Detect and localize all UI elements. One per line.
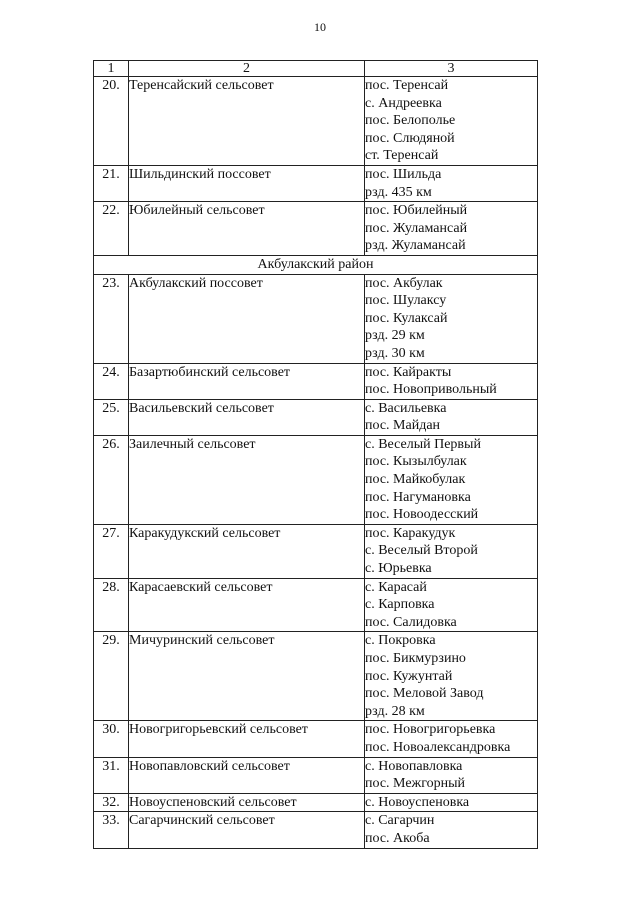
- settlement-name: пос. Шулаксу: [365, 293, 447, 309]
- settlements-cell: [365, 793, 538, 812]
- header-col-2: 2: [129, 61, 365, 77]
- settlement-name: пос. Нагумановка: [365, 489, 471, 505]
- council-name-text: Новоуспеновский сельсовет: [129, 794, 297, 810]
- settlement-name: пос. Слюдяной: [365, 130, 455, 146]
- row-number: 28.: [94, 578, 129, 632]
- row-number: 33.: [94, 812, 129, 848]
- council-name: [129, 274, 365, 363]
- row-number: 20.: [94, 77, 129, 166]
- table-row: [94, 721, 538, 757]
- settlement-name: пос. Акоба: [365, 830, 430, 846]
- settlement-name: с. Андреевка: [365, 95, 442, 111]
- settlement-name: с. Сагарчин: [365, 813, 435, 829]
- settlements-cell: [365, 363, 538, 399]
- table-row: [94, 757, 538, 793]
- council-name: [129, 77, 365, 166]
- council-name-text: Мичуринский сельсовет: [129, 633, 275, 649]
- table-row: [94, 202, 538, 256]
- settlement-name: ст. Теренсай: [365, 148, 439, 164]
- table-row: [94, 632, 538, 721]
- settlement-name: пос. Шильда: [365, 166, 442, 182]
- settlement-name: пос. Юбилейный: [365, 203, 468, 219]
- settlements-cell: [365, 812, 538, 848]
- row-number: 30.: [94, 721, 129, 757]
- council-name: [129, 757, 365, 793]
- settlements-cell: [365, 274, 538, 363]
- settlements-table: [93, 60, 538, 849]
- settlement-name: пос. Теренсай: [365, 78, 449, 93]
- settlement-name: рзд. 435 км: [365, 184, 432, 200]
- settlements-cell: [365, 757, 538, 793]
- settlement-name: пос. Кужунтай: [365, 668, 453, 684]
- council-name-text: Новопавловский сельсовет: [129, 758, 290, 774]
- row-number: 27.: [94, 524, 129, 578]
- settlement-name: пос. Новопривольный: [365, 382, 497, 398]
- settlement-name: пос. Акбулак: [365, 275, 443, 291]
- settlement-name: с. Новопавловка: [365, 758, 463, 774]
- row-number: 24.: [94, 363, 129, 399]
- settlement-name: с. Веселый Первый: [365, 436, 481, 452]
- settlements-cell: [365, 632, 538, 721]
- settlement-name: пос. Майдан: [365, 418, 441, 434]
- table-row: [94, 399, 538, 435]
- settlement-name: пос. Новоодесский: [365, 507, 479, 523]
- settlement-name: рзд. 30 км: [365, 345, 425, 361]
- table-header-row: [94, 61, 538, 77]
- settlement-name: пос. Майкобулак: [365, 472, 466, 488]
- settlement-name: пос. Меловой Завод: [365, 686, 484, 702]
- council-name: [129, 363, 365, 399]
- table-row: [94, 793, 538, 812]
- council-name-text: Васильевский сельсовет: [129, 400, 274, 416]
- settlement-name: пос. Межгорный: [365, 776, 465, 792]
- council-name: [129, 399, 365, 435]
- row-number: 31.: [94, 757, 129, 793]
- council-name-text: Новогригорьевский сельсовет: [129, 722, 308, 738]
- settlement-name: с. Покровка: [365, 633, 436, 649]
- settlements-cell: [365, 399, 538, 435]
- row-number: 32.: [94, 793, 129, 812]
- table-row: [94, 435, 538, 524]
- settlement-name: пос. Кызылбулак: [365, 454, 467, 470]
- council-name: [129, 578, 365, 632]
- row-number: 21.: [94, 165, 129, 201]
- council-name: [129, 165, 365, 201]
- settlement-name: рзд. 28 км: [365, 703, 425, 719]
- settlements-cell: [365, 77, 538, 166]
- council-name: [129, 793, 365, 812]
- council-name: [129, 812, 365, 848]
- council-name-text: Заилечный сельсовет: [129, 436, 256, 452]
- settlements-cell: [365, 578, 538, 632]
- settlements-cell: [365, 435, 538, 524]
- settlements-cell: [365, 721, 538, 757]
- settlement-name: пос. Жуламансай: [365, 220, 468, 236]
- settlement-name: с. Карасай: [365, 579, 427, 595]
- table-row: [94, 165, 538, 201]
- settlement-name: пос. Кайракты: [365, 364, 452, 380]
- settlement-name: с. Васильевка: [365, 400, 447, 416]
- table-row: [94, 274, 538, 363]
- table-row: [94, 363, 538, 399]
- council-name-text: Теренсайский сельсовет: [129, 78, 274, 93]
- council-name-text: Юбилейный сельсовет: [129, 203, 265, 219]
- settlement-name: с. Юрьевка: [365, 561, 432, 577]
- council-name-text: Акбулакский поссовет: [129, 275, 263, 291]
- council-name-text: Каракудукский сельсовет: [129, 525, 281, 541]
- table-row: [94, 524, 538, 578]
- council-name-text: Шильдинский поссовет: [129, 166, 271, 182]
- settlement-name: пос. Белополье: [365, 113, 456, 129]
- table-row: [94, 77, 538, 166]
- table-body: [94, 61, 538, 849]
- header-col-3: 3: [365, 61, 538, 77]
- council-name-text: Сагарчинский сельсовет: [129, 813, 275, 829]
- row-number: 29.: [94, 632, 129, 721]
- district-row: [94, 255, 538, 274]
- settlement-name: пос. Кулаксай: [365, 310, 448, 326]
- settlements-cell: [365, 165, 538, 201]
- council-name: [129, 202, 365, 256]
- settlement-name: пос. Салидовка: [365, 614, 457, 630]
- settlement-name: пос. Новоалександровка: [365, 739, 511, 755]
- settlement-name: пос. Бикмурзино: [365, 651, 466, 666]
- settlement-name: рзд. Жуламансай: [365, 238, 466, 254]
- row-number: 23.: [94, 274, 129, 363]
- header-col-1: 1: [94, 61, 129, 77]
- settlement-name: пос. Каракудук: [365, 525, 456, 541]
- council-name: [129, 721, 365, 757]
- settlements-cell: [365, 524, 538, 578]
- council-name-text: Карасаевский сельсовет: [129, 579, 273, 595]
- row-number: 25.: [94, 399, 129, 435]
- table-row: [94, 578, 538, 632]
- council-name: [129, 435, 365, 524]
- district-name: Акбулакский район: [94, 255, 538, 274]
- council-name: [129, 524, 365, 578]
- settlement-name: с. Новоуспеновка: [365, 794, 470, 810]
- council-name: [129, 632, 365, 721]
- settlement-name: с. Карповка: [365, 597, 435, 613]
- settlement-name: пос. Новогригорьевка: [365, 722, 496, 738]
- row-number: 22.: [94, 202, 129, 256]
- settlements-cell: [365, 202, 538, 256]
- settlement-name: рзд. 29 км: [365, 328, 425, 344]
- settlement-name: с. Веселый Второй: [365, 543, 478, 559]
- page-number: 10: [314, 20, 326, 34]
- row-number: 26.: [94, 435, 129, 524]
- council-name-text: Базартюбинский сельсовет: [129, 364, 291, 380]
- table-row: [94, 812, 538, 848]
